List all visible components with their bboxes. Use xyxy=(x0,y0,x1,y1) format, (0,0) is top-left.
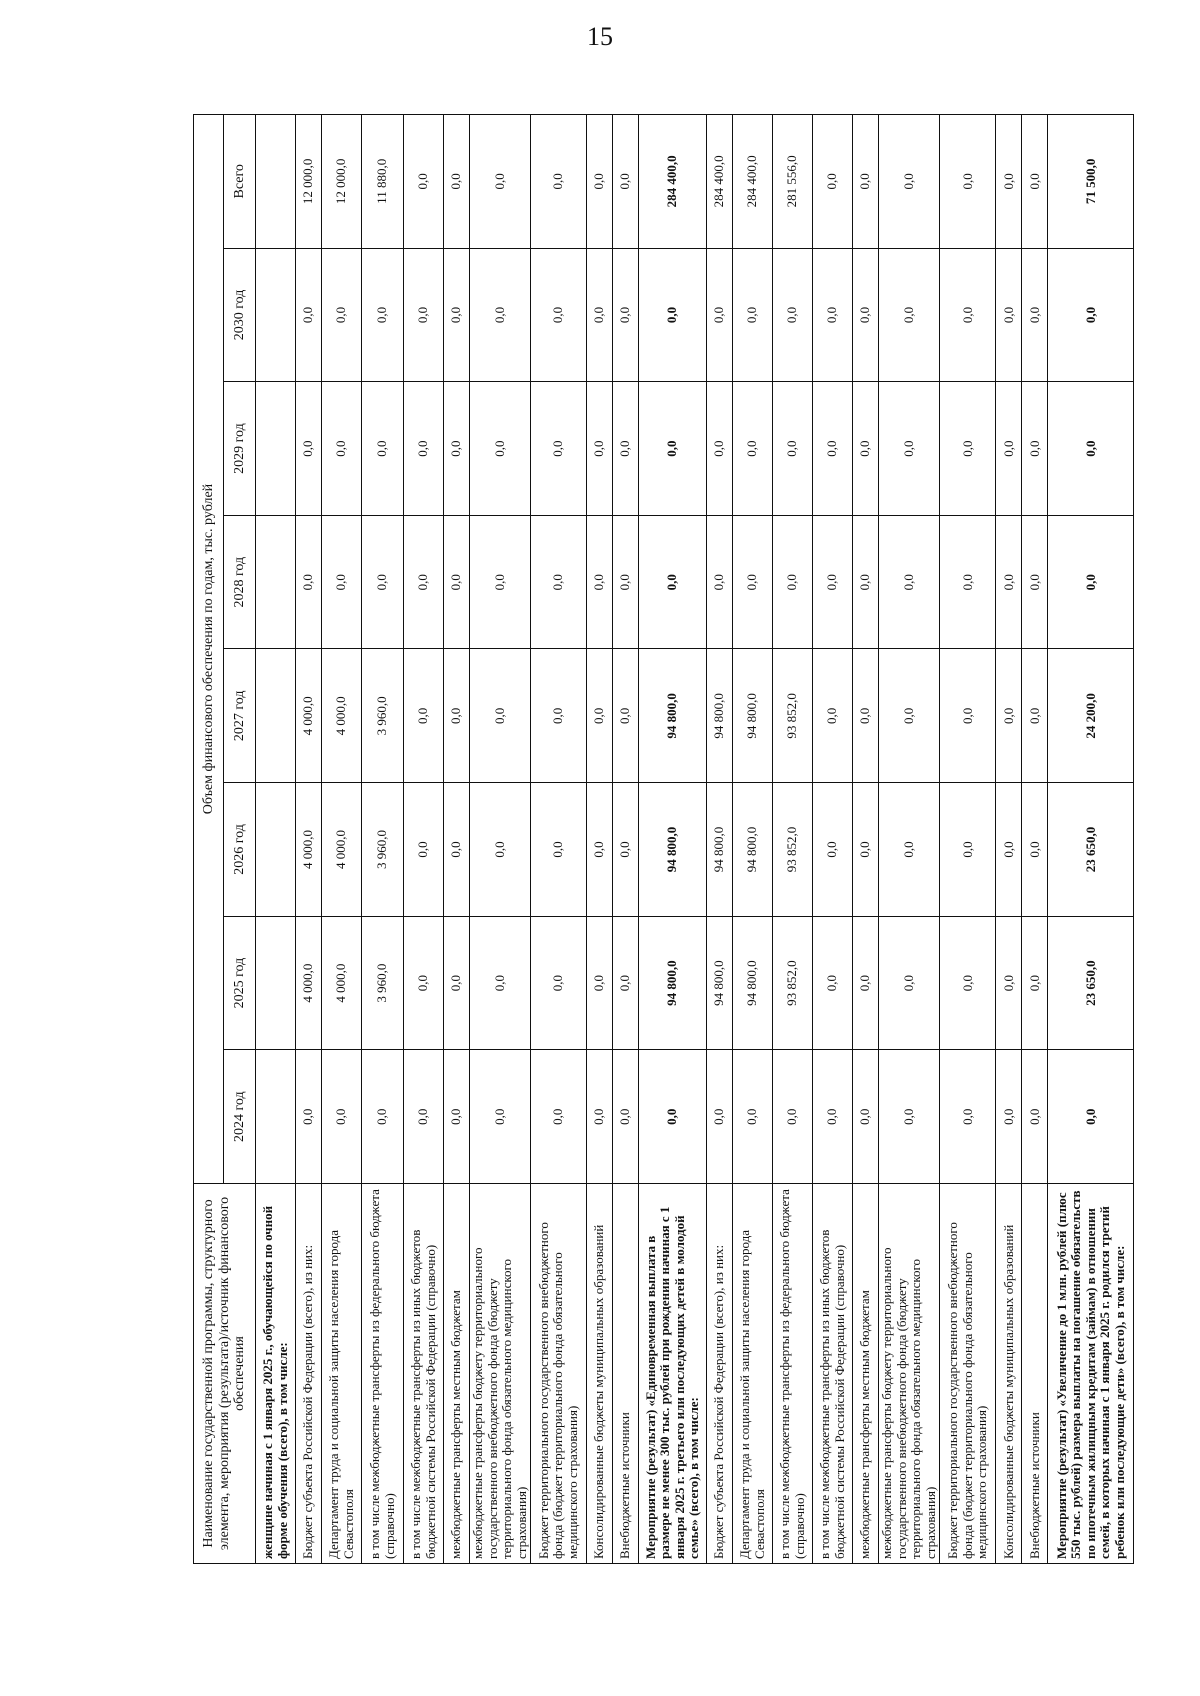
row-label: межбюджетные трансферты бюджету территориального государственного внебюджетного фонда (бюджету территориального фонда обязательного медицинского страхования) xyxy=(879,1184,940,1564)
row-year-value: 0,0 xyxy=(362,515,404,649)
row-year-value: 94 800,0 xyxy=(707,783,733,917)
table-row xyxy=(587,115,613,1564)
table-row xyxy=(879,115,940,1564)
row-year-value: 0,0 xyxy=(404,783,444,917)
row-year-value: 0,0 xyxy=(1022,916,1048,1050)
row-label: Консолидированные бюджеты муниципальных образований xyxy=(996,1184,1022,1564)
row-year-value: 0,0 xyxy=(470,248,531,382)
row-total-value: 0,0 xyxy=(853,115,879,249)
header-year: 2027 год xyxy=(224,649,256,783)
row-year-value: 0,0 xyxy=(587,916,613,1050)
row-year-value: 0,0 xyxy=(470,916,531,1050)
row-year-value: 0,0 xyxy=(362,1050,404,1184)
row-year-value: 0,0 xyxy=(613,916,639,1050)
row-year-value: 94 800,0 xyxy=(707,916,733,1050)
row-year-value: 3 960,0 xyxy=(362,783,404,917)
row-year-value: 0,0 xyxy=(879,649,940,783)
row-year-value: 0,0 xyxy=(853,382,879,516)
row-label: в том числе межбюджетные трансферты из иных бюджетов бюджетной системы Российской Федерации (справочно) xyxy=(404,1184,444,1564)
table-row xyxy=(733,115,773,1564)
header-year: 2026 год xyxy=(224,783,256,917)
row-label: Департамент труда и социальной защиты населения города Севастополя xyxy=(733,1184,773,1564)
row-year-value: 0,0 xyxy=(531,515,587,649)
row-year-value: 0,0 xyxy=(853,248,879,382)
row-year-value: 0,0 xyxy=(322,248,362,382)
table-row xyxy=(813,115,853,1564)
row-total-value: 0,0 xyxy=(813,115,853,249)
table-row xyxy=(362,115,404,1564)
row-year-value: 0,0 xyxy=(444,248,470,382)
row-year-value: 0,0 xyxy=(587,515,613,649)
row-year-value: 0,0 xyxy=(813,649,853,783)
header-year: 2024 год xyxy=(224,1050,256,1184)
row-year-value: 0,0 xyxy=(707,1050,733,1184)
row-year-value: 0,0 xyxy=(531,248,587,382)
row-year-value: 0,0 xyxy=(773,248,813,382)
row-year-value: 0,0 xyxy=(853,1050,879,1184)
row-year-value: 0,0 xyxy=(587,649,613,783)
row-year-value: 0,0 xyxy=(1022,248,1048,382)
row-year-value: 0,0 xyxy=(1048,248,1134,382)
row-year-value: 0,0 xyxy=(1022,1050,1048,1184)
row-label: межбюджетные трансферты бюджету территориального государственного внебюджетного фонда (бюджету территориального фонда обязательного медицинского страхования) xyxy=(470,1184,531,1564)
row-year-value: 0,0 xyxy=(773,1050,813,1184)
row-year-value: 0,0 xyxy=(470,649,531,783)
row-year-value: 0,0 xyxy=(444,649,470,783)
row-year-value: 0,0 xyxy=(813,248,853,382)
row-year-value: 0,0 xyxy=(531,783,587,917)
row-year-value: 0,0 xyxy=(362,248,404,382)
row-year-value: 4 000,0 xyxy=(296,916,322,1050)
table-row xyxy=(1022,115,1048,1564)
row-year-value: 0,0 xyxy=(296,515,322,649)
row-total-value: 0,0 xyxy=(613,115,639,249)
row-year-value: 0,0 xyxy=(940,649,996,783)
row-label: межбюджетные трансферты местным бюджетам xyxy=(444,1184,470,1564)
row-label: межбюджетные трансферты местным бюджетам xyxy=(853,1184,879,1564)
row-year-value: 3 960,0 xyxy=(362,649,404,783)
row-year-value: 0,0 xyxy=(853,783,879,917)
row-year-value: 0,0 xyxy=(940,783,996,917)
row-year-value: 93 852,0 xyxy=(773,649,813,783)
header-volume-title: Объем финансового обеспечения по годам, тыс. рублей xyxy=(194,115,224,1184)
row-year-value: 0,0 xyxy=(296,1050,322,1184)
row-year-value: 0,0 xyxy=(531,649,587,783)
row-year-value: 0,0 xyxy=(940,1050,996,1184)
row-year-value: 0,0 xyxy=(733,1050,773,1184)
row-total-value: 284 400,0 xyxy=(707,115,733,249)
row-year-value: 0,0 xyxy=(639,1050,707,1184)
row-year-value: 0,0 xyxy=(404,382,444,516)
row-year-value: 0,0 xyxy=(996,515,1022,649)
row-year-value: 0,0 xyxy=(853,515,879,649)
row-year-value: 0,0 xyxy=(996,248,1022,382)
table-row xyxy=(773,115,813,1564)
row-total-value: 12 000,0 xyxy=(322,115,362,249)
row-year-value: 0,0 xyxy=(879,515,940,649)
row-year-value: 0,0 xyxy=(322,515,362,649)
row-total-value: 281 556,0 xyxy=(773,115,813,249)
row-year-value: 0,0 xyxy=(1022,515,1048,649)
row-label: Мероприятие (результат) «Единовременная выплата в размере не менее 300 тыс. рублей при рождении начиная с 1 января 2025 г. третьего или последующих детей в молодой семье» (всего), в том числе: xyxy=(639,1184,707,1564)
row-year-value: 0,0 xyxy=(613,1050,639,1184)
row-year-value: 0,0 xyxy=(940,248,996,382)
row-year-value: 93 852,0 xyxy=(773,783,813,917)
row-total-value xyxy=(256,115,296,249)
row-year-value: 0,0 xyxy=(470,1050,531,1184)
row-year-value: 0,0 xyxy=(404,649,444,783)
row-year-value: 0,0 xyxy=(853,916,879,1050)
row-year-value: 0,0 xyxy=(639,515,707,649)
row-year-value: 0,0 xyxy=(773,515,813,649)
header-total: Всего xyxy=(224,115,256,249)
row-total-value: 12 000,0 xyxy=(296,115,322,249)
table-row xyxy=(613,115,639,1564)
row-year-value: 0,0 xyxy=(879,382,940,516)
table-row xyxy=(322,115,362,1564)
row-year-value: 0,0 xyxy=(587,783,613,917)
row-year-value: 0,0 xyxy=(733,515,773,649)
row-year-value: 0,0 xyxy=(587,382,613,516)
row-year-value: 94 800,0 xyxy=(733,916,773,1050)
row-year-value: 0,0 xyxy=(879,783,940,917)
row-year-value xyxy=(256,248,296,382)
row-year-value xyxy=(256,1050,296,1184)
row-year-value: 0,0 xyxy=(531,916,587,1050)
row-total-value: 0,0 xyxy=(1022,115,1048,249)
row-year-value: 24 200,0 xyxy=(1048,649,1134,783)
table-row xyxy=(707,115,733,1564)
row-year-value: 94 800,0 xyxy=(639,649,707,783)
row-year-value: 3 960,0 xyxy=(362,916,404,1050)
row-label: Бюджет субъекта Российской Федерации (всего), из них: xyxy=(296,1184,322,1564)
row-year-value: 0,0 xyxy=(404,248,444,382)
row-year-value: 0,0 xyxy=(444,916,470,1050)
row-year-value: 0,0 xyxy=(322,1050,362,1184)
row-year-value: 23 650,0 xyxy=(1048,783,1134,917)
financing-table xyxy=(193,114,1134,1564)
table-row xyxy=(256,115,296,1564)
row-total-value: 284 400,0 xyxy=(733,115,773,249)
row-year-value xyxy=(256,649,296,783)
row-total-value: 0,0 xyxy=(404,115,444,249)
row-year-value: 23 650,0 xyxy=(1048,916,1134,1050)
row-year-value: 0,0 xyxy=(996,1050,1022,1184)
row-year-value: 0,0 xyxy=(470,783,531,917)
row-year-value: 0,0 xyxy=(613,649,639,783)
row-year-value xyxy=(256,916,296,1050)
row-total-value: 0,0 xyxy=(940,115,996,249)
row-year-value: 0,0 xyxy=(444,783,470,917)
row-year-value: 0,0 xyxy=(773,382,813,516)
row-year-value xyxy=(256,515,296,649)
row-label: Департамент труда и социальной защиты населения города Севастополя xyxy=(322,1184,362,1564)
row-total-value: 11 880,0 xyxy=(362,115,404,249)
row-year-value: 0,0 xyxy=(444,515,470,649)
row-label: женщине начиная с 1 января 2025 г., обучающейся по очной форме обучения (всего), в том числе: xyxy=(256,1184,296,1564)
row-total-value: 0,0 xyxy=(587,115,613,249)
row-year-value: 0,0 xyxy=(813,382,853,516)
row-year-value: 0,0 xyxy=(996,916,1022,1050)
rotated-table-wrapper xyxy=(193,114,1128,1564)
row-year-value: 0,0 xyxy=(813,1050,853,1184)
row-year-value: 0,0 xyxy=(1048,515,1134,649)
row-year-value: 0,0 xyxy=(940,515,996,649)
row-year-value: 0,0 xyxy=(444,1050,470,1184)
row-year-value: 0,0 xyxy=(613,382,639,516)
header-year: 2029 год xyxy=(224,382,256,516)
row-year-value: 0,0 xyxy=(531,1050,587,1184)
row-year-value: 0,0 xyxy=(813,916,853,1050)
row-year-value: 0,0 xyxy=(404,916,444,1050)
row-year-value xyxy=(256,783,296,917)
row-label: в том числе межбюджетные трансферты из федерального бюджета (справочно) xyxy=(362,1184,404,1564)
row-year-value xyxy=(256,382,296,516)
row-year-value: 4 000,0 xyxy=(322,783,362,917)
row-year-value: 0,0 xyxy=(996,382,1022,516)
row-label: Мероприятие (результат) «Увеличение до 1 млн. рублей (плюс 550 тыс. рублей) размера выплаты на погашение обязательств по ипотечным жилищным кредитам (займам) в отношении семей, в которых начиная с 1 января 2025 г. родился третий ребенок или последующие дети» (всего), в том числе: xyxy=(1048,1184,1134,1564)
table-row xyxy=(996,115,1022,1564)
row-year-value: 0,0 xyxy=(853,649,879,783)
row-year-value: 0,0 xyxy=(296,248,322,382)
table-row xyxy=(639,115,707,1564)
row-label: Внебюджетные источники xyxy=(613,1184,639,1564)
row-total-value: 284 400,0 xyxy=(639,115,707,249)
row-year-value: 0,0 xyxy=(707,382,733,516)
row-year-value: 0,0 xyxy=(707,248,733,382)
row-label: Бюджет субъекта Российской Федерации (всего), из них: xyxy=(707,1184,733,1564)
table-row xyxy=(296,115,322,1564)
row-year-value: 0,0 xyxy=(813,515,853,649)
row-year-value: 0,0 xyxy=(613,783,639,917)
row-year-value: 0,0 xyxy=(879,248,940,382)
row-year-value: 94 800,0 xyxy=(707,649,733,783)
row-year-value: 0,0 xyxy=(879,1050,940,1184)
row-year-value: 0,0 xyxy=(733,382,773,516)
row-label: Бюджет территориального государственного внебюджетного фонда (бюджет территориального фонда обязательного медицинского страхования) xyxy=(940,1184,996,1564)
row-year-value: 0,0 xyxy=(1022,783,1048,917)
row-year-value: 0,0 xyxy=(296,382,322,516)
row-year-value: 0,0 xyxy=(996,783,1022,917)
row-year-value: 0,0 xyxy=(1048,382,1134,516)
row-year-value: 4 000,0 xyxy=(296,649,322,783)
row-year-value: 0,0 xyxy=(879,916,940,1050)
table-body xyxy=(256,115,1134,1564)
row-year-value: 94 800,0 xyxy=(733,783,773,917)
row-year-value: 0,0 xyxy=(813,783,853,917)
row-year-value: 0,0 xyxy=(587,1050,613,1184)
header-name-column: Наименование государственной программы, структурного элемента, мероприятия (результата)/источник финансового обеспечения xyxy=(194,1184,256,1564)
row-label: Внебюджетные источники xyxy=(1022,1184,1048,1564)
row-year-value: 0,0 xyxy=(1048,1050,1134,1184)
row-year-value: 0,0 xyxy=(531,382,587,516)
row-year-value: 94 800,0 xyxy=(639,916,707,1050)
table-row xyxy=(1048,115,1134,1564)
page-number: 15 xyxy=(587,22,613,51)
row-year-value: 0,0 xyxy=(733,248,773,382)
row-year-value: 0,0 xyxy=(639,248,707,382)
header-year: 2025 год xyxy=(224,916,256,1050)
row-total-value: 0,0 xyxy=(531,115,587,249)
table-row xyxy=(531,115,587,1564)
row-label: в том числе межбюджетные трансферты из иных бюджетов бюджетной системы Российской Федерации (справочно) xyxy=(813,1184,853,1564)
row-label: Бюджет территориального государственного внебюджетного фонда (бюджет территориального фонда обязательного медицинского страхования) xyxy=(531,1184,587,1564)
row-year-value: 0,0 xyxy=(587,248,613,382)
row-year-value: 4 000,0 xyxy=(322,916,362,1050)
row-total-value: 0,0 xyxy=(470,115,531,249)
table-row xyxy=(853,115,879,1564)
row-year-value: 4 000,0 xyxy=(296,783,322,917)
row-year-value: 0,0 xyxy=(1022,382,1048,516)
header-year: 2028 год xyxy=(224,515,256,649)
row-year-value: 0,0 xyxy=(322,382,362,516)
table-row xyxy=(940,115,996,1564)
row-year-value: 0,0 xyxy=(940,382,996,516)
row-year-value: 0,0 xyxy=(940,916,996,1050)
row-year-value: 0,0 xyxy=(613,248,639,382)
row-total-value: 0,0 xyxy=(996,115,1022,249)
header-year: 2030 год xyxy=(224,248,256,382)
row-year-value: 93 852,0 xyxy=(773,916,813,1050)
row-total-value: 0,0 xyxy=(879,115,940,249)
row-label: Консолидированные бюджеты муниципальных образований xyxy=(587,1184,613,1564)
row-total-value: 0,0 xyxy=(444,115,470,249)
row-year-value: 0,0 xyxy=(639,382,707,516)
row-year-value: 0,0 xyxy=(404,1050,444,1184)
row-year-value: 0,0 xyxy=(470,515,531,649)
table-row xyxy=(444,115,470,1564)
row-year-value: 0,0 xyxy=(470,382,531,516)
row-year-value: 4 000,0 xyxy=(322,649,362,783)
row-year-value: 0,0 xyxy=(362,382,404,516)
row-year-value: 0,0 xyxy=(707,515,733,649)
row-year-value: 0,0 xyxy=(444,382,470,516)
row-year-value: 94 800,0 xyxy=(639,783,707,917)
row-year-value: 0,0 xyxy=(996,649,1022,783)
table-row xyxy=(470,115,531,1564)
row-label: в том числе межбюджетные трансферты из федерального бюджета (справочно) xyxy=(773,1184,813,1564)
table-row xyxy=(404,115,444,1564)
row-year-value: 94 800,0 xyxy=(733,649,773,783)
row-year-value: 0,0 xyxy=(404,515,444,649)
row-year-value: 0,0 xyxy=(1022,649,1048,783)
row-total-value: 71 500,0 xyxy=(1048,115,1134,249)
row-year-value: 0,0 xyxy=(613,515,639,649)
